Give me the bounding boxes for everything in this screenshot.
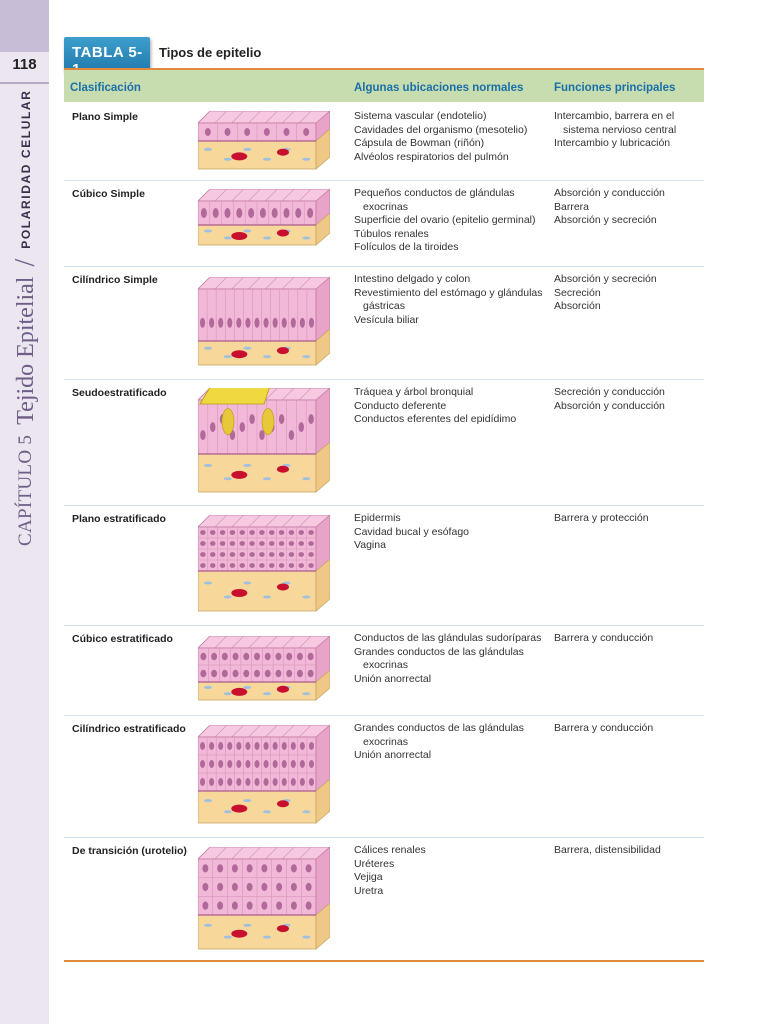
function-item: Intercambio y lubricación <box>554 137 671 150</box>
epithelium-illustration <box>198 847 330 951</box>
row-functions <box>554 844 704 858</box>
row-separator <box>64 180 704 181</box>
header-locations: Algunas ubicaciones normales <box>354 82 524 94</box>
header-functions: Funciones principales <box>554 82 676 94</box>
location-item: Conducto deferente <box>354 399 447 412</box>
function-item: Barrera <box>554 200 590 213</box>
row-locations <box>354 512 544 553</box>
location-item: Unión anorrectal <box>354 672 432 685</box>
location-item: Sistema vascular (endotelio) <box>354 110 487 122</box>
location-item: Revestimiento del estómago y glándulas gástricas <box>354 286 543 313</box>
epithelium-illustration <box>198 725 330 825</box>
epithelium-illustration <box>198 636 330 702</box>
row-locations <box>354 844 544 898</box>
function-item: Intercambio, barrera en el sistema nervioso central <box>554 110 677 136</box>
row-separator <box>64 266 704 267</box>
tissue-block <box>198 277 330 365</box>
table-label-badge: TABLA 5- <box>64 37 150 73</box>
section-title: POLARIDAD CELULAR <box>19 89 33 249</box>
bottom-rule <box>64 960 704 962</box>
running-header <box>10 86 42 546</box>
function-item: Barrera, distensibilidad <box>554 844 661 856</box>
side-band-top <box>0 0 49 52</box>
row-separator <box>64 837 704 838</box>
row-classification: Cúbico estratificado <box>72 633 173 645</box>
row-classification: Cúbico Simple <box>72 188 145 200</box>
epithelium-illustration <box>198 515 330 613</box>
epithelium-illustration <box>198 189 330 247</box>
function-item: Absorción y conducción <box>554 187 665 199</box>
location-item: Folículos de la tiroides <box>354 241 459 254</box>
row-classification: Plano Simple <box>72 111 138 123</box>
tissue-block <box>198 189 330 245</box>
tissue-block <box>198 515 330 611</box>
row-functions <box>554 632 704 646</box>
location-item: Intestino delgado y colon <box>354 273 471 285</box>
location-item: Cavidad bucal y esófago <box>354 525 469 538</box>
row-locations <box>354 273 544 327</box>
row-separator <box>64 505 704 506</box>
table-row <box>64 181 704 267</box>
table-row <box>64 626 704 716</box>
divider-slash: / <box>10 258 41 267</box>
row-functions <box>554 722 704 736</box>
row-locations <box>354 722 544 763</box>
table-row <box>64 267 704 380</box>
location-item: Superficie del ovario (epitelio germinal) <box>354 214 536 227</box>
table-row <box>64 838 704 960</box>
function-item: Secreción y conducción <box>554 386 665 398</box>
table-title: Tipos de epitelio <box>159 45 262 60</box>
function-item: Absorción y secreción <box>554 273 657 285</box>
location-item: Grandes conductos de las glándulas exocrinas <box>354 722 524 748</box>
header-classification: Clasificación <box>70 82 141 94</box>
row-functions <box>554 512 704 526</box>
table-row <box>64 716 704 838</box>
row-classification: Seudoestratificado <box>72 387 167 399</box>
function-item: Absorción y secreción <box>554 214 657 227</box>
location-item: Tráquea y árbol bronquial <box>354 386 474 398</box>
row-functions <box>554 273 704 314</box>
location-item: Vagina <box>354 539 386 552</box>
location-item: Vesícula biliar <box>354 313 419 326</box>
location-item: Pequeños conductos de glándulas exocrinas <box>354 187 515 213</box>
chapter-label: CAPÍTULO 5 <box>15 434 36 546</box>
row-locations <box>354 632 544 686</box>
row-separator <box>64 715 704 716</box>
location-item: Alvéolos respiratorios del pulmón <box>354 150 509 163</box>
function-item: Secreción <box>554 286 601 299</box>
row-functions <box>554 386 704 413</box>
row-locations <box>354 110 544 164</box>
table-row <box>64 506 704 626</box>
row-separator <box>64 379 704 380</box>
function-item: Absorción <box>554 300 601 313</box>
row-locations <box>354 386 544 427</box>
location-item: Uretra <box>354 884 384 897</box>
function-item: Barrera y conducción <box>554 632 654 644</box>
table-row <box>64 380 704 506</box>
page-number: 118 <box>12 56 37 73</box>
location-item: Túbulos renales <box>354 227 429 240</box>
location-item: Grandes conductos de las glándulas exocrinas <box>354 645 524 672</box>
epithelium-illustration <box>198 388 330 494</box>
row-classification: Cilíndrico estratificado <box>72 723 186 735</box>
row-functions <box>554 187 704 228</box>
row-classification: De transición (urotelio) <box>72 845 187 857</box>
location-item: Cavidades del organismo (mesotelio) <box>354 123 528 136</box>
function-item: Barrera y conducción <box>554 722 654 734</box>
chapter-title: Tejido Epitelial <box>12 276 39 425</box>
tissue-block <box>198 636 330 700</box>
table-row <box>64 104 704 181</box>
row-separator <box>64 625 704 626</box>
tissue-block <box>198 388 330 492</box>
location-item: Unión anorrectal <box>354 749 432 762</box>
side-rule <box>0 82 49 84</box>
tissue-block <box>198 847 330 949</box>
epithelium-illustration <box>198 111 330 171</box>
row-classification: Cilíndrico Simple <box>72 274 158 286</box>
location-item: Epidermis <box>354 512 401 524</box>
row-locations <box>354 187 544 255</box>
table-header <box>64 70 704 102</box>
location-item: Cápsula de Bowman (riñón) <box>354 137 485 150</box>
epithelium-illustration <box>198 277 330 367</box>
location-item: Conductos eferentes del epidídimo <box>354 413 517 426</box>
location-item: Vejiga <box>354 871 383 884</box>
location-item: Cálices renales <box>354 844 426 856</box>
function-item: Absorción y conducción <box>554 399 665 412</box>
row-classification: Plano estratificado <box>72 513 166 525</box>
tissue-block <box>198 725 330 823</box>
tissue-block <box>198 111 330 169</box>
function-item: Barrera y protección <box>554 512 649 524</box>
location-item: Uréteres <box>354 857 395 870</box>
row-functions <box>554 110 704 151</box>
location-item: Conductos de las glándulas sudoríparas <box>354 632 542 644</box>
